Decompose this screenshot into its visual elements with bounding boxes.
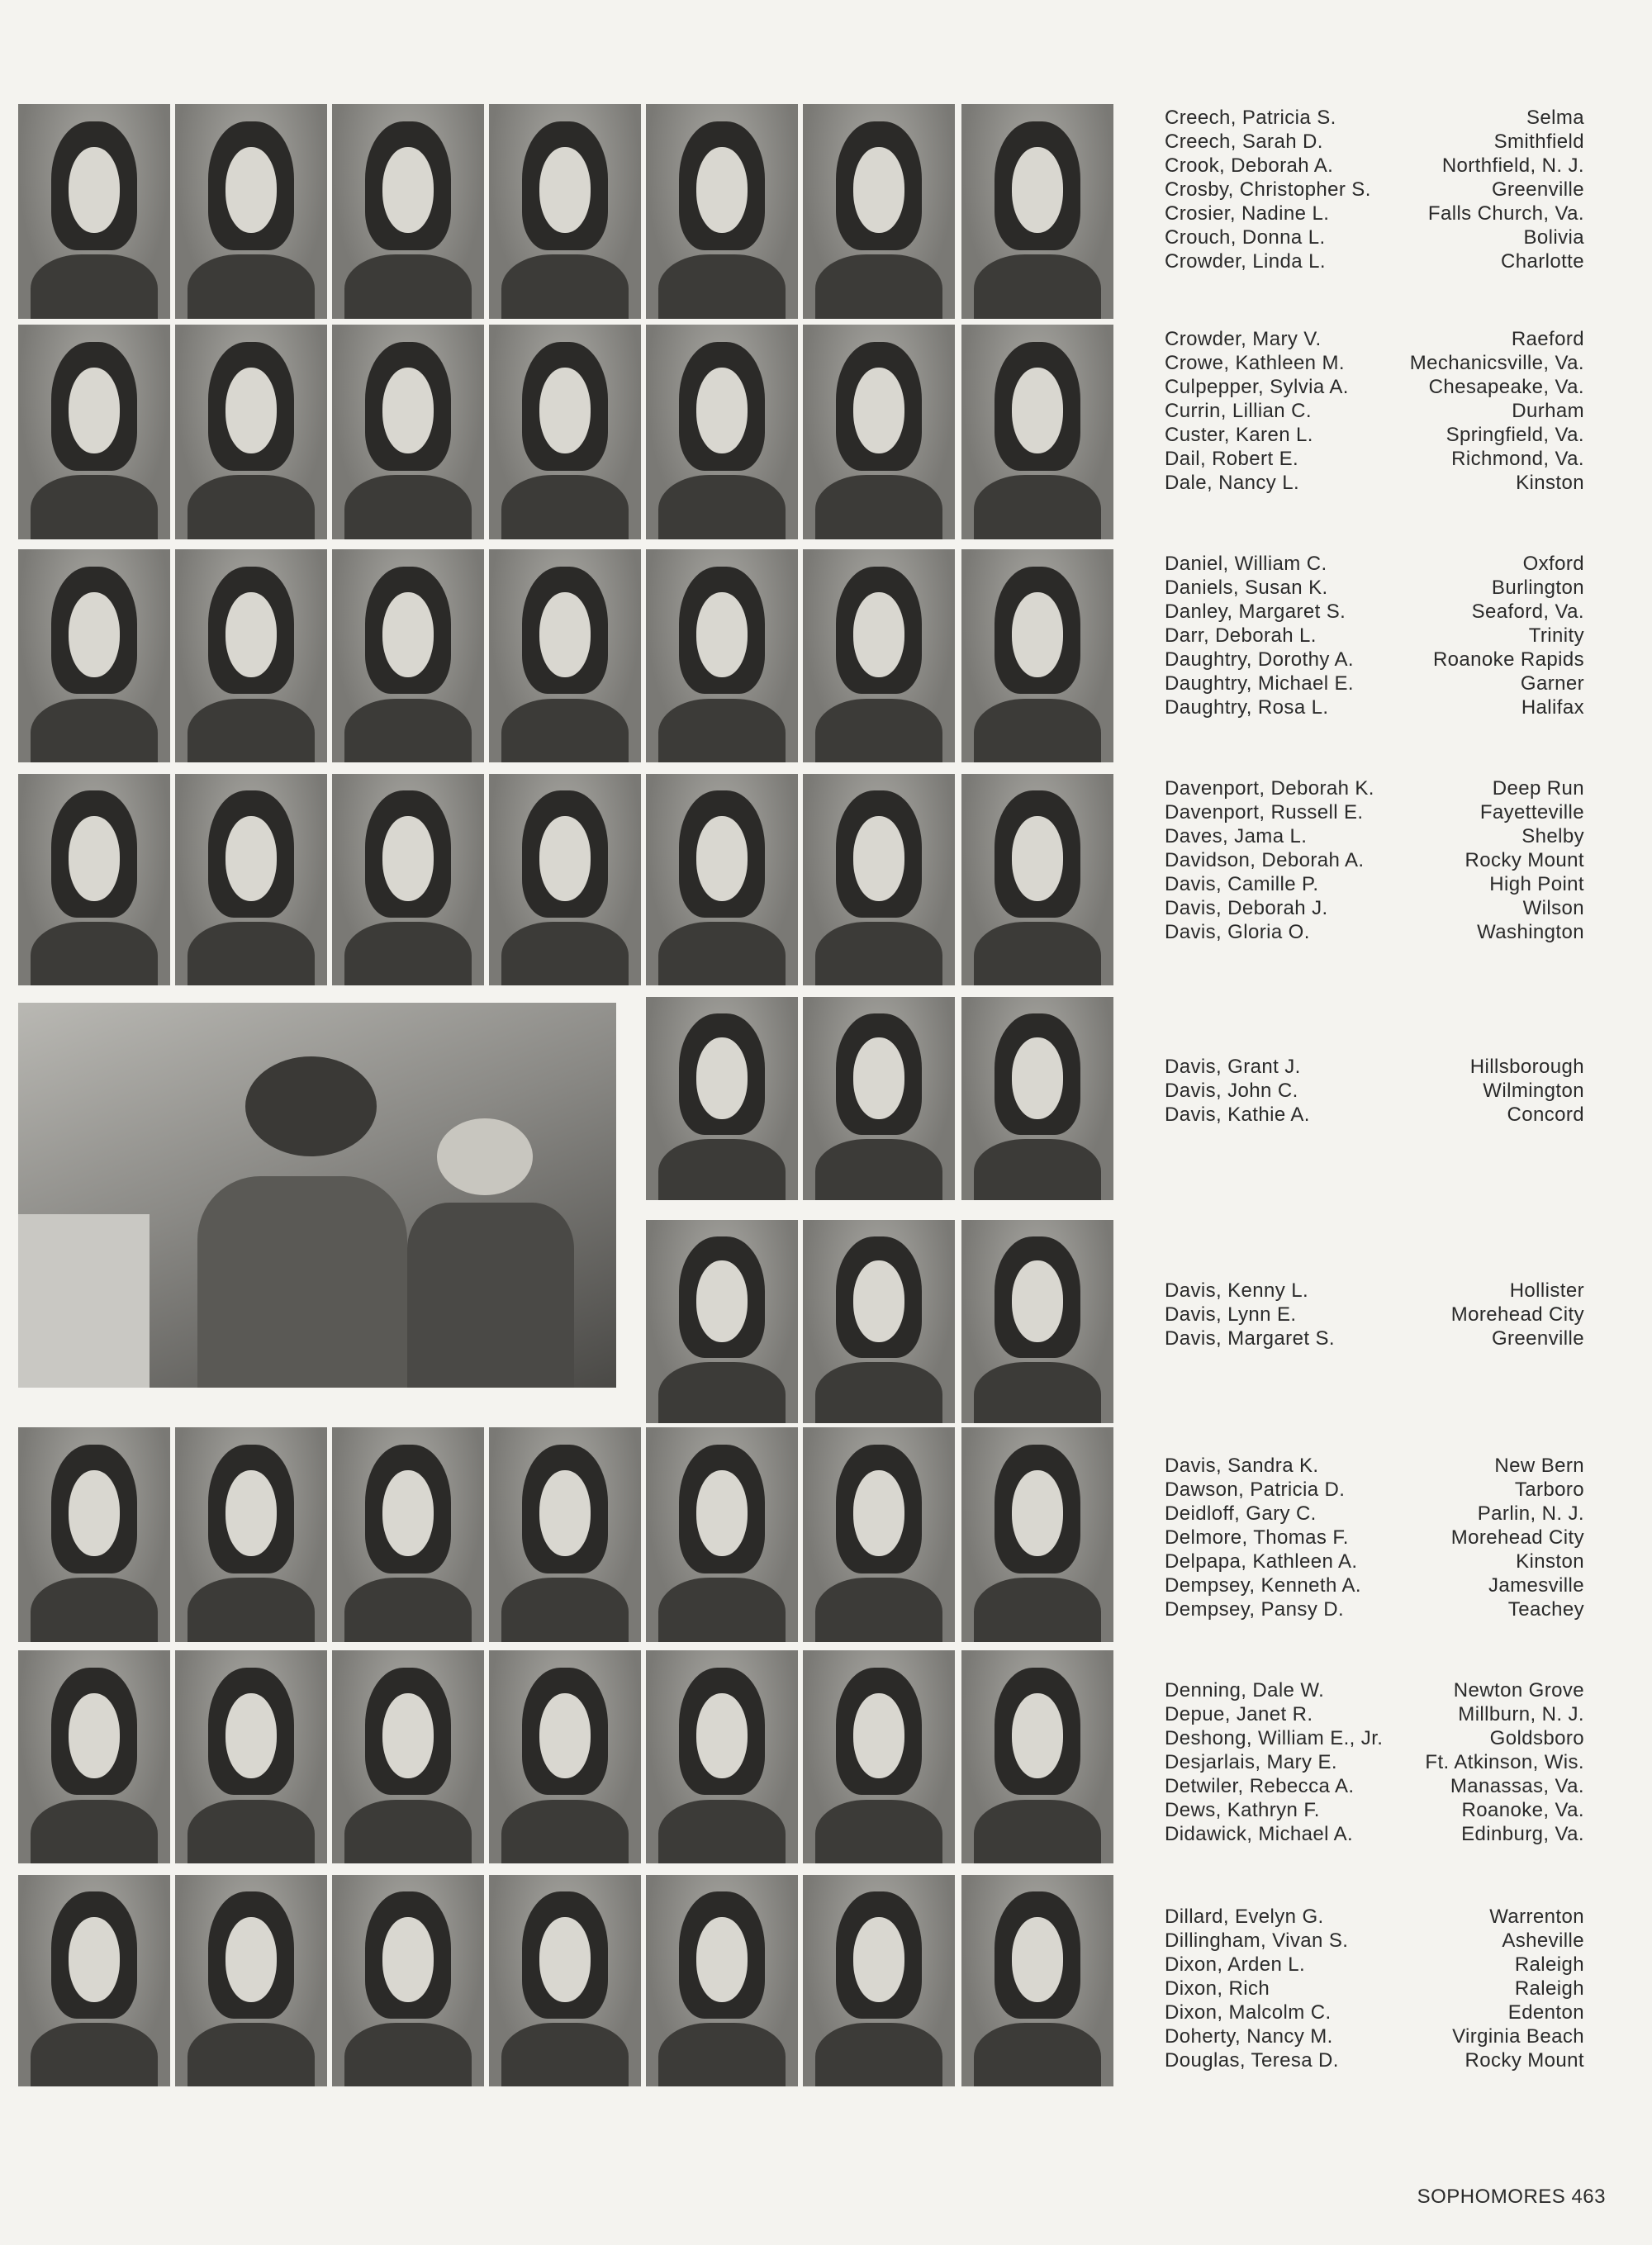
student-portrait [803, 325, 955, 539]
student-name: Daniels, Susan K. [1165, 577, 1328, 599]
student-name: Creech, Patricia S. [1165, 107, 1336, 129]
student-hometown: Garner [1520, 672, 1584, 695]
hometown-list [1465, 776, 1584, 944]
student-portrait [803, 774, 955, 985]
student-name: Dews, Kathryn F. [1165, 1799, 1320, 1821]
student-hometown: Shelby [1521, 825, 1584, 847]
student-name-list [1165, 1279, 1335, 1350]
student-hometown: Trinity [1528, 624, 1584, 647]
student-hometown: Concord [1507, 1104, 1584, 1126]
student-portrait [961, 325, 1113, 539]
student-hometown: Newton Grove [1453, 1679, 1584, 1702]
student-hometown: Raleigh [1514, 1977, 1584, 2000]
student-name-list [1165, 327, 1349, 495]
student-portrait [646, 997, 798, 1200]
student-portrait [332, 549, 484, 762]
student-portrait [489, 104, 641, 319]
student-portrait [18, 1875, 170, 2086]
student-hometown: Hollister [1509, 1279, 1584, 1302]
student-portrait [961, 549, 1113, 762]
student-name: Daughtry, Dorothy A. [1165, 648, 1354, 671]
student-hometown: Halifax [1521, 696, 1584, 719]
student-hometown: Richmond, Va. [1451, 448, 1584, 470]
student-hometown: Kinston [1516, 472, 1584, 494]
student-hometown: Washington [1477, 921, 1584, 943]
student-name: Dale, Nancy L. [1165, 472, 1300, 494]
student-name: Dillard, Evelyn G. [1165, 1906, 1324, 1928]
student-name: Davenport, Deborah K. [1165, 777, 1374, 800]
student-hometown: Goldsboro [1489, 1727, 1584, 1749]
student-name: Davis, Kenny L. [1165, 1279, 1309, 1302]
student-name: Davis, Gloria O. [1165, 921, 1310, 943]
student-name: Crosier, Nadine L. [1165, 202, 1330, 225]
student-hometown: Greenville [1491, 178, 1584, 201]
student-portrait [646, 1875, 798, 2086]
student-name: Didawick, Michael A. [1165, 1823, 1354, 1845]
student-portrait [646, 325, 798, 539]
student-portrait [489, 325, 641, 539]
student-hometown: Edenton [1507, 2001, 1584, 2024]
student-name: Davis, John C. [1165, 1080, 1298, 1102]
student-hometown: Teachey [1507, 1598, 1584, 1621]
student-name: Danley, Margaret S. [1165, 600, 1346, 623]
student-portrait [646, 549, 798, 762]
hometown-list [1425, 1678, 1584, 1846]
student-hometown: Fayetteville [1479, 801, 1584, 823]
student-portrait [803, 1875, 955, 2086]
student-portrait [803, 1427, 955, 1642]
student-portrait [332, 774, 484, 985]
student-name: Daughtry, Rosa L. [1165, 696, 1329, 719]
student-hometown: New Bern [1494, 1455, 1584, 1477]
hometown-list [1433, 552, 1584, 719]
student-portrait [18, 1650, 170, 1863]
student-name: Deidloff, Gary C. [1165, 1502, 1317, 1525]
student-portrait [175, 549, 327, 762]
student-name: Davis, Grant J. [1165, 1056, 1301, 1078]
student-name: Davis, Kathie A. [1165, 1104, 1310, 1126]
student-hometown: Kinston [1516, 1550, 1584, 1573]
student-portrait [175, 1427, 327, 1642]
student-hometown: Burlington [1491, 577, 1584, 599]
student-hometown: Hillsborough [1469, 1056, 1584, 1078]
student-portrait [175, 325, 327, 539]
student-portrait [961, 1875, 1113, 2086]
student-portrait [489, 1650, 641, 1863]
student-portrait [646, 1220, 798, 1423]
student-portrait [332, 325, 484, 539]
student-name: Crosby, Christopher S. [1165, 178, 1371, 201]
student-name: Daves, Jama L. [1165, 825, 1308, 847]
student-hometown: Chesapeake, Va. [1428, 376, 1584, 398]
student-name: Crowe, Kathleen M. [1165, 352, 1345, 374]
student-name: Davis, Sandra K. [1165, 1455, 1319, 1477]
student-hometown: Springfield, Va. [1446, 424, 1584, 446]
student-portrait [18, 549, 170, 762]
student-portrait [803, 1650, 955, 1863]
student-name: Deshong, William E., Jr. [1165, 1727, 1384, 1749]
student-portrait [803, 549, 955, 762]
student-name: Dixon, Malcolm C. [1165, 2001, 1332, 2024]
student-portrait [332, 1427, 484, 1642]
student-name: Crowder, Mary V. [1165, 328, 1322, 350]
student-name: Davidson, Deborah A. [1165, 849, 1365, 871]
hometown-list [1451, 1279, 1584, 1350]
student-portrait [175, 104, 327, 319]
student-hometown: Deep Run [1492, 777, 1584, 800]
student-portrait [18, 774, 170, 985]
student-name: Currin, Lillian C. [1165, 400, 1312, 422]
student-name-list [1165, 552, 1354, 719]
student-portrait [803, 104, 955, 319]
student-name: Custer, Karen L. [1165, 424, 1313, 446]
student-portrait [175, 1650, 327, 1863]
student-hometown: Asheville [1502, 1929, 1584, 1952]
student-hometown: Falls Church, Va. [1427, 202, 1584, 225]
student-hometown: Selma [1526, 107, 1584, 129]
student-hometown: High Point [1489, 873, 1584, 895]
hometown-list [1428, 106, 1584, 273]
student-name: Davis, Deborah J. [1165, 897, 1328, 919]
student-hometown: Charlotte [1501, 250, 1584, 273]
student-hometown: Warrenton [1489, 1906, 1584, 1928]
student-hometown: Rocky Mount [1464, 849, 1584, 871]
student-name: Delpapa, Kathleen A. [1165, 1550, 1358, 1573]
student-portrait [646, 1427, 798, 1642]
student-name: Crook, Deborah A. [1165, 154, 1334, 177]
student-hometown: Bolivia [1523, 226, 1584, 249]
student-hometown: Seaford, Va. [1471, 600, 1584, 623]
student-name: Daniel, William C. [1165, 553, 1327, 575]
student-hometown: Millburn, N. J. [1458, 1703, 1584, 1725]
student-name: Delmore, Thomas F. [1165, 1526, 1349, 1549]
student-portrait [332, 1650, 484, 1863]
student-name: Dempsey, Kenneth A. [1165, 1574, 1361, 1597]
student-portrait [646, 104, 798, 319]
student-name: Creech, Sarah D. [1165, 131, 1323, 153]
student-name-list [1165, 106, 1371, 273]
student-portrait [961, 1220, 1113, 1423]
student-name: Crowder, Linda L. [1165, 250, 1326, 273]
student-name-list [1165, 1454, 1361, 1621]
hometown-list [1470, 1055, 1584, 1127]
student-portrait [489, 549, 641, 762]
student-hometown: Ft. Atkinson, Wis. [1425, 1751, 1584, 1773]
student-hometown: Smithfield [1493, 131, 1584, 153]
student-name: Detwiler, Rebecca A. [1165, 1775, 1355, 1797]
student-name: Dillingham, Vivan S. [1165, 1929, 1349, 1952]
student-name: Douglas, Teresa D. [1165, 2049, 1339, 2072]
student-hometown: Roanoke, Va. [1461, 1799, 1584, 1821]
student-portrait [646, 774, 798, 985]
hometown-list [1410, 327, 1584, 495]
student-portrait [18, 104, 170, 319]
student-name: Dixon, Arden L. [1165, 1953, 1306, 1976]
student-name: Dixon, Rich [1165, 1977, 1270, 2000]
student-portrait [646, 1650, 798, 1863]
student-hometown: Durham [1512, 400, 1584, 422]
student-hometown: Oxford [1522, 553, 1584, 575]
student-hometown: Raeford [1511, 328, 1584, 350]
student-name-list [1165, 1055, 1310, 1127]
student-portrait [18, 1427, 170, 1642]
student-portrait [961, 997, 1113, 1200]
student-portrait [332, 104, 484, 319]
classroom-candid-photo [18, 1003, 616, 1388]
student-portrait [489, 1427, 641, 1642]
hometown-list [1452, 1905, 1584, 2072]
student-name: Daughtry, Michael E. [1165, 672, 1354, 695]
student-hometown: Raleigh [1514, 1953, 1584, 1976]
student-name: Davenport, Russell E. [1165, 801, 1364, 823]
student-portrait [489, 1875, 641, 2086]
student-name: Desjarlais, Mary E. [1165, 1751, 1337, 1773]
student-hometown: Morehead City [1450, 1303, 1584, 1326]
student-hometown: Parlin, N. J. [1477, 1502, 1584, 1525]
student-portrait [332, 1875, 484, 2086]
student-name: Dail, Robert E. [1165, 448, 1299, 470]
student-hometown: Morehead City [1450, 1526, 1584, 1549]
student-portrait [175, 774, 327, 985]
student-portrait [961, 1650, 1113, 1863]
page-footer: SOPHOMORES 463 [1417, 2186, 1606, 2208]
student-name: Davis, Lynn E. [1165, 1303, 1297, 1326]
student-portrait [961, 104, 1113, 319]
student-hometown: Northfield, N. J. [1441, 154, 1584, 177]
student-portrait [489, 774, 641, 985]
student-name: Dempsey, Pansy D. [1165, 1598, 1345, 1621]
student-hometown: Manassas, Va. [1450, 1775, 1584, 1797]
student-name: Doherty, Nancy M. [1165, 2025, 1333, 2048]
student-hometown: Roanoke Rapids [1432, 648, 1584, 671]
student-name: Davis, Margaret S. [1165, 1327, 1335, 1350]
student-name-list [1165, 1678, 1383, 1846]
student-hometown: Wilmington [1483, 1080, 1584, 1102]
student-name-list [1165, 776, 1374, 944]
student-name: Crouch, Donna L. [1165, 226, 1326, 249]
student-hometown: Edinburg, Va. [1461, 1823, 1584, 1845]
student-hometown: Wilson [1522, 897, 1584, 919]
student-hometown: Jamesville [1488, 1574, 1584, 1597]
student-portrait [175, 1875, 327, 2086]
student-portrait [803, 997, 955, 1200]
student-hometown: Greenville [1491, 1327, 1584, 1350]
student-name-list [1165, 1905, 1348, 2072]
student-portrait [961, 1427, 1113, 1642]
student-portrait [803, 1220, 955, 1423]
student-name: Dawson, Patricia D. [1165, 1478, 1346, 1501]
student-portrait [961, 774, 1113, 985]
student-name: Darr, Deborah L. [1165, 624, 1317, 647]
hometown-list [1451, 1454, 1584, 1621]
student-name: Culpepper, Sylvia A. [1165, 376, 1349, 398]
student-hometown: Virginia Beach [1452, 2025, 1584, 2048]
student-hometown: Tarboro [1514, 1478, 1584, 1501]
student-name: Depue, Janet R. [1165, 1703, 1313, 1725]
student-name: Denning, Dale W. [1165, 1679, 1325, 1702]
student-hometown: Mechanicsville, Va. [1409, 352, 1584, 374]
student-hometown: Rocky Mount [1464, 2049, 1584, 2072]
student-portrait [18, 325, 170, 539]
student-name: Davis, Camille P. [1165, 873, 1319, 895]
